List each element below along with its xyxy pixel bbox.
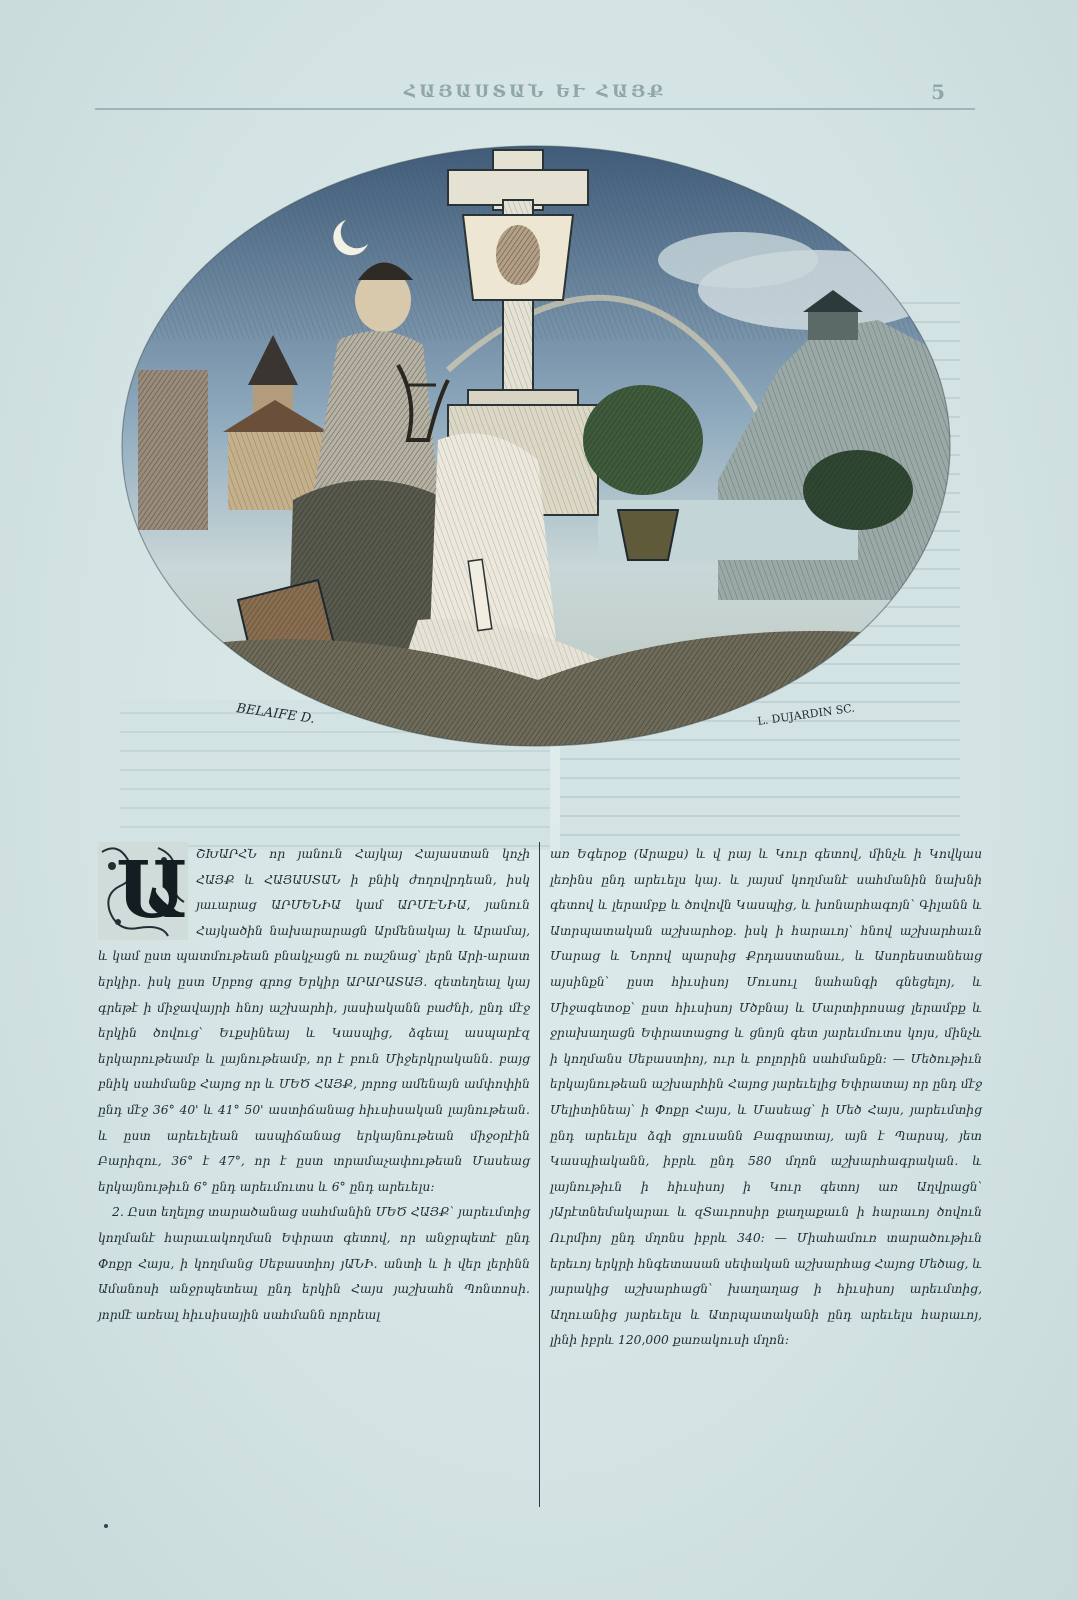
column-divider xyxy=(539,842,540,1507)
paragraph-2: 2․ Ըստ եղելոց տարածանաց սահմանին ՄԵԾ ՀԱՅՔ՝ յարեւմտից կողմանէ հարաւակողման Եփրատ գետով, որ անջրպետէ ընդ Փոքր Հայս, ի կողմանց Սեբաստիոյ յԱՆԻ․ անտի և ի վեր լերինն Ամանոսի անջրպետեալ ընդ երկին Հայս յաշխահն Պոնտոսի․ յորմէ առեալ հիւսիսային սահմանն ոլորեալ xyxy=(98,1205,530,1322)
page-header xyxy=(95,78,975,110)
engraver-signature-left: BELAIFE D. xyxy=(235,701,316,727)
ink-speck xyxy=(104,1524,108,1528)
running-title: ՀԱՅԱՍՏԱՆ ԵՒ ՀԱՅՔ xyxy=(403,82,667,102)
decorated-initial xyxy=(98,842,188,940)
article-right-column xyxy=(550,842,982,1354)
engraver-signature-right: L. DUJARDIN SC. xyxy=(756,701,856,728)
page-number: 5 xyxy=(931,80,945,104)
initial-letter: Ա xyxy=(116,845,190,936)
engraving-illustration xyxy=(118,140,954,752)
paragraph-1: ՇԽԱՐՀՆ որ յանուն Հայկայ Հայաստան կոչի ՀԱՅՔ և ՀԱՅԱՍՏԱՆ ի բնիկ ժողովրդեան, իսկ յաւարաց ԱՐՄԵՆԻԱ կամ ԱՐՄԷՆԻԱ, յանուն Հայկածին նախարարացն Արմենակայ և Արամայ, և կամ ըստ պատմութեան բնակչացն ու ռաշնաց՝ լերն Արի-արատ երկիր․ իսկ ըստ Սրբոց գրոց Երկիր ԱՐԱՐԱՏԱՅ․ զետեղեալ կայ գրեթէ ի միջավայրի հնոյ աշխարհի, յասիականն բաժնի, ընդ մէջ երկին ծովուց՝ Եւքսինեայ և Կասպից, ձգեալ ասպարէզ երկարութեամբ և լայնութեամբ, որ է բուն Միջերկրականն․ բայց բնիկ սահմանք Հայոց որ և ՄԵԾ ՀԱՅՔ, յորոց ամենայն ամփոփին ընդ մէջ 36° 40' և 41° 50' աստիճանաց հիւսիսական լայնութեան․ և ըստ արեւելեան ասպիճանաց երկայնութեան միջօրէին Բարիզու, 36° է 47°, որ է ըստ տրամաչափութեան Մասեաց երկայնութիւն 6° ընդ արեւմուտս և 6° ընդ արեւելս։ xyxy=(98,847,530,1194)
article-left-column xyxy=(98,842,530,1328)
paragraph-3: առ Եգերօք (Արաքս) և վ րայ և Կուր գետով, մինչև ի Կովկաս լեռինս ընդ արեւելս կայ․ և յայսմ կողմանէ սահմանին նախնի գետով և լերամբք և ծովովն Կասպից, և խոնարհագոյն՝ Գիլանն և Ատրպատական աշխարհօք․ իսկ ի հարաւոյ՝ հնով աշխարհաւն Մարաց և Նորով պարսից Քրդաստանաւ, և Ասորեստանեաց այսինքն՝ ըստ հիւսիսոյ Մուսուլ նահանգի գնեցելոյ, և Միջագետօք՝ ըստ հիւսիսոյ Մծբնայ և Մարտիրոսաց լերամբք և ջրախաղացն Եփրատացոց և ցնոյն գետ յարեւմուտս կոյս, մինչև ի կողմանս Սեբաստիոյ, ուր և բոլորին սահմանքն։ — Մեծութիւն երկայնութեան աշխարհին Հայոց յարեւելից Եփրատայ որ ընդ մէջ Մելիտինեայ՝ ի Փոքր Հայս, և Մասեաց՝ ի Մեծ Հայս, յարեւմտից ընդ արեւելս ձգի ցլուսանն Բագրատայ, այն է Պարսպ, յետ Կասպիականն, իբրև ընդ 580 մղոն աշխարհագրական․ և լայնութիւն ի հիւսիսոյ ի Կուր գետոյ առ Աղվրացն՝ յԱրէտնեմակարաւ և զՏաւրոսիր քաղաքաւն ի հարաւոյ ծովուն Ուրմիոյ ընդ մղոնս իբրև 340։ — Միահամուռ տարածութիւն երեւոյ երկրի հնգետասան սեփական աշխարհաց Հայոց Մեծաց, և յարակից աշխարհացն՝ խաղաղաց ի հիւսիսոյ արեւմտից, Աղուանից յարեւելս և Ատրպատականի ընդ արեւելս հարաւոյ, լինի իբրև 120,000 քառակուսի մղոն։ xyxy=(550,847,982,1348)
